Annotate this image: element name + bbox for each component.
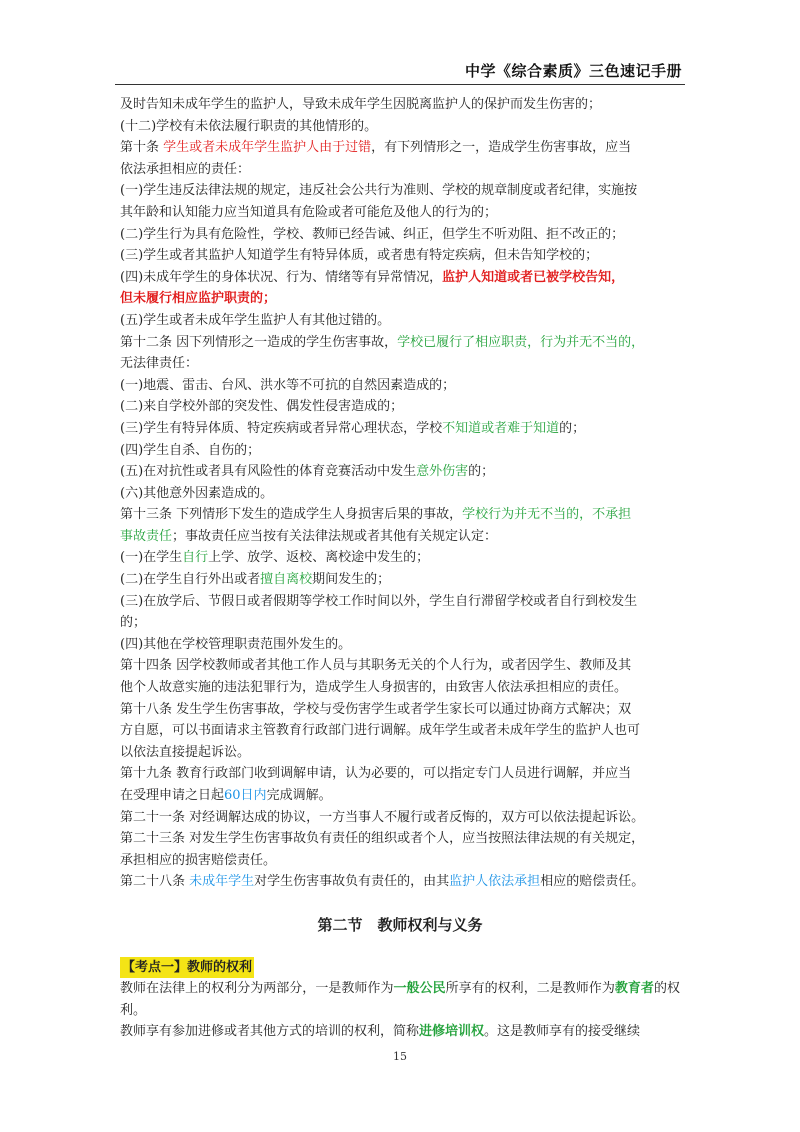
keypoint-label: 【考点一】教师的权利 — [120, 957, 254, 979]
page-number: 15 — [393, 1050, 407, 1063]
text-line: (二)学生行为具有危险性，学校、教师已经告诫、纠正，但学生不听劝阻、拒不改正的； — [120, 226, 625, 242]
article-14: 第十四条 因学校教师或者其他工作人员与其职务无关的个人行为，或者因学生、教师及其 — [120, 658, 632, 674]
article-12: 第十二条 因下列情形之一造成的学生伤害事故，学校已履行了相应职责，行为并无不当的， — [120, 334, 645, 350]
text-line: (二)在学生自行外出或者擅自离校期间发生的； — [120, 572, 391, 588]
text-line: 在受理申请之日起60日内完成调解。 — [120, 788, 332, 803]
highlight-green: 学校行为并无不当的，不承担 — [462, 507, 632, 523]
paragraph: 教师在法律上的权利分为两部分，一是教师作为一般公民所享有的权利，二是教师作为教育者的权利。 — [120, 981, 680, 1018]
highlight-green: 一般公民 — [393, 981, 446, 997]
highlight-blue: 未成年学生 — [189, 874, 255, 890]
highlight-blue: 监护人依法承担 — [449, 874, 541, 890]
section-title: 第二节 教师权利与义务 — [317, 915, 483, 934]
text-line: (五)在对抗性或者具有风险性的体育竞赛活动中发生意外伤害的； — [120, 464, 495, 480]
text-line: (十二)学校有未依法履行职责的其他情形的。 — [120, 118, 378, 134]
text-line: (五)学生或者未成年学生监护人有其他过错的。 — [120, 312, 391, 328]
text-line: (四)其他在学校管理职责范围外发生的。 — [120, 636, 352, 652]
text-line: 他个人故意实施的违法犯罪行为，造成学生人身损害的，由致害人依法承担相应的责任。 — [120, 680, 628, 696]
highlight-green: 自行 — [182, 550, 209, 566]
text-line: (四)学生自杀、自伤的； — [120, 442, 261, 458]
highlight-green: 意外伤害 — [416, 464, 469, 480]
text-line: 其年龄和认知能力应当知道具有危险或者可能危及他人的行为的； — [120, 204, 498, 220]
highlight-green: 不知道或者难于知道 — [442, 420, 560, 436]
text-line: 以依法直接提起诉讼。 — [120, 744, 251, 760]
article-19: 第十九条 教育行政部门收到调解申请，认为必要的，可以指定专门人员进行调解，并应当 — [120, 766, 632, 782]
highlight-red: 监护人知道或者已被学校告知， — [442, 269, 625, 285]
highlight-red: 但未履行相应监护职责的； — [120, 291, 277, 307]
text-line: (三)学生或者其监护人知道学生有特异体质，或者患有特定疾病，但未告知学校的； — [120, 248, 599, 264]
highlight-green: 教育者 — [614, 981, 654, 997]
text-line: (一)学生违反法律法规的规定，违反社会公共行为准则、学校的规章制度或者纪律，实施按 — [120, 183, 638, 199]
text-line: (一)地震、雷击、台风、洪水等不可抗的自然因素造成的； — [120, 377, 456, 393]
text-line: (六)其他意外因素造成的。 — [120, 485, 274, 501]
paragraph: 教师享有参加进修或者其他方式的培训的权利，简称进修培训权。这是教师享有的接受继续 — [120, 1024, 641, 1040]
text-line: (一)在学生自行上学、放学、返校、离校途中发生的； — [120, 550, 430, 566]
article-23: 第二十三条 对发生学生伤害事故负有责任的组织或者个人，应当按照法律法规的有关规定， — [120, 831, 645, 847]
text-line: 事故责任；事故责任应当按有关法律法规或者其他有关规定认定： — [120, 528, 498, 544]
article-13: 第十三条 下列情形下发生的造成学生人身损害后果的事故，学校行为并无不当的，不承担 — [120, 507, 632, 523]
text-line: 方自愿，可以书面请求主管教育行政部门进行调解。成年学生或者未成年学生的监护人也可 — [120, 723, 641, 739]
text-line: 承担相应的损害赔偿责任。 — [120, 852, 277, 868]
text-line: 依法承担相应的责任： — [120, 161, 251, 177]
highlight-green: 学校已履行了相应职责，行为并无不当的， — [397, 334, 645, 350]
article-28: 第二十八条 未成年学生对学生伤害事故负有责任的，由其监护人依法承担相应的赔偿责任。 — [120, 874, 645, 890]
article-10: 第十条 学生或者未成年学生监护人由于过错，有下列情形之一，造成学生伤害事故，应当 — [120, 140, 632, 156]
text-line: (三)在放学后、节假日或者假期等学校工作时间以外，学生自行滞留学校或者自行到校发生 — [120, 593, 638, 609]
text-line: (三)学生有特异体质、特定疾病或者异常心理状态，学校不知道或者难于知道的； — [120, 420, 586, 436]
header-divider — [115, 84, 685, 85]
highlight-red: 学生或者未成年学生监护人由于过错 — [163, 140, 372, 156]
article-21: 第二十一条 对经调解达成的协议，一方当事人不履行或者反悔的，双方可以依法提起诉讼。 — [120, 809, 645, 825]
text-line: 无法律责任： — [120, 356, 199, 372]
keypoint-heading — [120, 957, 680, 979]
highlight-green: 擅自离校 — [260, 572, 313, 588]
text-line: 的； — [120, 615, 147, 631]
highlight-green: 进修培训权 — [419, 1024, 485, 1040]
article-18: 第十八条 发生学生伤害事故，学校与受伤害学生或者学生家长可以通过协商方式解决；双 — [120, 701, 632, 717]
text-line — [120, 288, 680, 310]
highlight-green: 事故责任 — [120, 528, 173, 544]
highlight-blue: 60日内 — [224, 788, 267, 803]
header-title: 中学《综合素质》三色速记手册 — [464, 62, 682, 80]
text-line: (四)未成年学生的身体状况、行为、情绪等有异常情况，监护人知道或者已被学校告知， — [120, 269, 625, 285]
text-line: 及时告知未成年学生的监护人，导致未成年学生因脱离监护人的保护而发生伤害的； — [120, 97, 602, 112]
document-body — [120, 94, 680, 1043]
text-line: (二)来自学校外部的突发性、偶发性侵害造成的； — [120, 399, 404, 415]
